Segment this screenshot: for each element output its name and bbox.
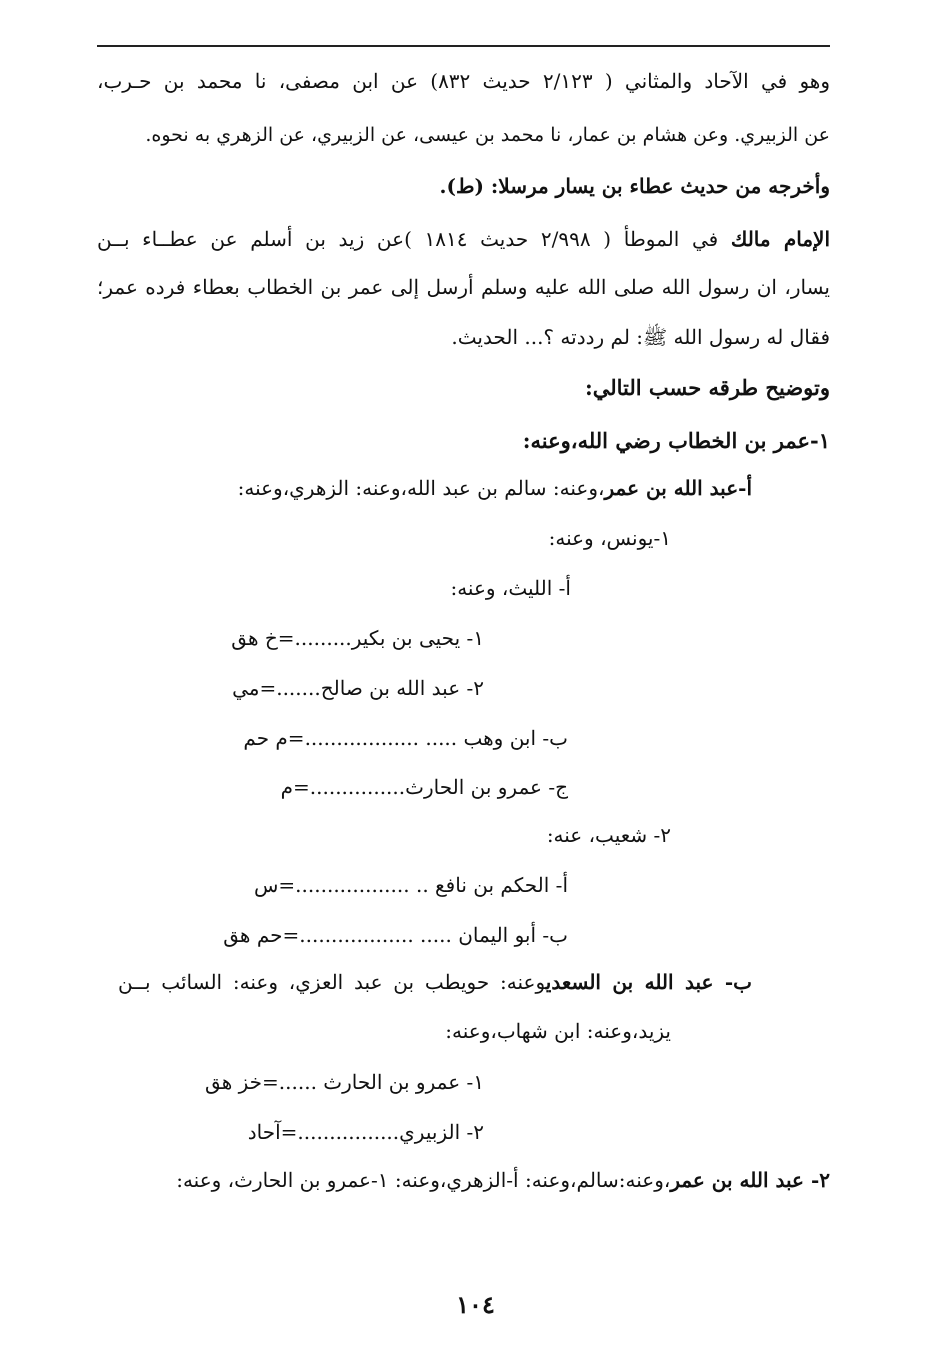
chain-1a-name: أ-عبد الله بن عمر <box>604 476 752 500</box>
header-rule <box>97 45 830 47</box>
chain-yunus: ١-يونس، وعنه: <box>548 526 671 550</box>
text-line-1: وهو في الآحاد والمثاني ( ٢/١٢٣ حديث ٨٣٢) عن ابن مصفى، نا محمد بن حـرب، <box>97 69 830 93</box>
section-heading: وتوضيح طرقه حسب التالي: <box>584 375 830 400</box>
chain-layth: أ- الليث، وعنه: <box>450 576 571 600</box>
page-number: ١٠٤ <box>456 1290 495 1319</box>
text-line-2: عن الزبيري. وعن هشام بن عمار، نا محمد بن عيسى، عن الزبيري، عن الزهري به نحوه. <box>145 124 830 146</box>
chain-1a <box>238 473 752 503</box>
chain-shuayb: ٢- شعيب، عنه: <box>546 823 671 847</box>
text-line-3: وأخرجه من حديث عطاء بن يسار مرسلا: (ط). <box>439 174 830 198</box>
chain-1b-rest: وعنه: حويطب بن عبد العزي، وعنه: السائب بــن <box>118 970 546 994</box>
chain-hakam: أ- الحكم بن نافع .. ..................=س <box>254 873 568 897</box>
chain-1b-name: ب- عبد الله بن السعدي <box>545 970 752 994</box>
chain-amr-harith-2: ١- عمرو بن الحارث ......=خز هق <box>205 1070 484 1094</box>
chain-1b <box>118 967 752 997</box>
text-line-6: فقال له رسول الله ﷺ: لم رددته ؟... الحديث. <box>451 325 830 349</box>
chain-2 <box>176 1165 830 1195</box>
chain-yazid: يزيد،وعنه: ابن شهاب،وعنه: <box>445 1019 671 1043</box>
chain-amr-harith: ج- عمرو بن الحارث...............=م <box>280 775 568 799</box>
chain-abu-yaman: ب- أبو اليمان ..... ..................=حم هق <box>223 923 568 947</box>
chain-1a-rest: ،وعنه: سالم بن عبد الله،وعنه: الزهري،وعنه: <box>237 476 605 500</box>
imam-malik-label: الإمام مالك <box>730 227 831 251</box>
chain-abdullah-salih: ٢- عبد الله بن صالح.......=مي <box>232 676 484 700</box>
text-line-4 <box>97 224 830 254</box>
chain-2-rest: ،وعنه:سالم،وعنه: أ-الزهري،وعنه: ١-عمرو بن الحارث، وعنه: <box>176 1168 671 1192</box>
chain-yahya: ١- يحيى بن بكير.........=خ هق <box>231 626 484 650</box>
chain-zubayri: ٢- الزبيري................=آحاد <box>247 1120 484 1144</box>
text-line-4-rest: في الموطأ ( ٢/٩٩٨ حديث ١٨١٤ )عن زيد بن أسلم عن عطــاء بــن <box>97 227 731 251</box>
chain-1-heading: ١-عمر بن الخطاب رضي الله،وعنه: <box>522 428 830 453</box>
chain-ibn-wahb: ب- ابن وهب ..... ..................=م حم <box>243 726 568 750</box>
chain-2-name: ٢- عبد الله بن عمر <box>670 1168 830 1192</box>
text-line-5: يسار، ان رسول الله صلى الله عليه وسلم أرسل إلى عمر بن الخطاب بعطاء فرده عمر؛ <box>97 275 830 299</box>
